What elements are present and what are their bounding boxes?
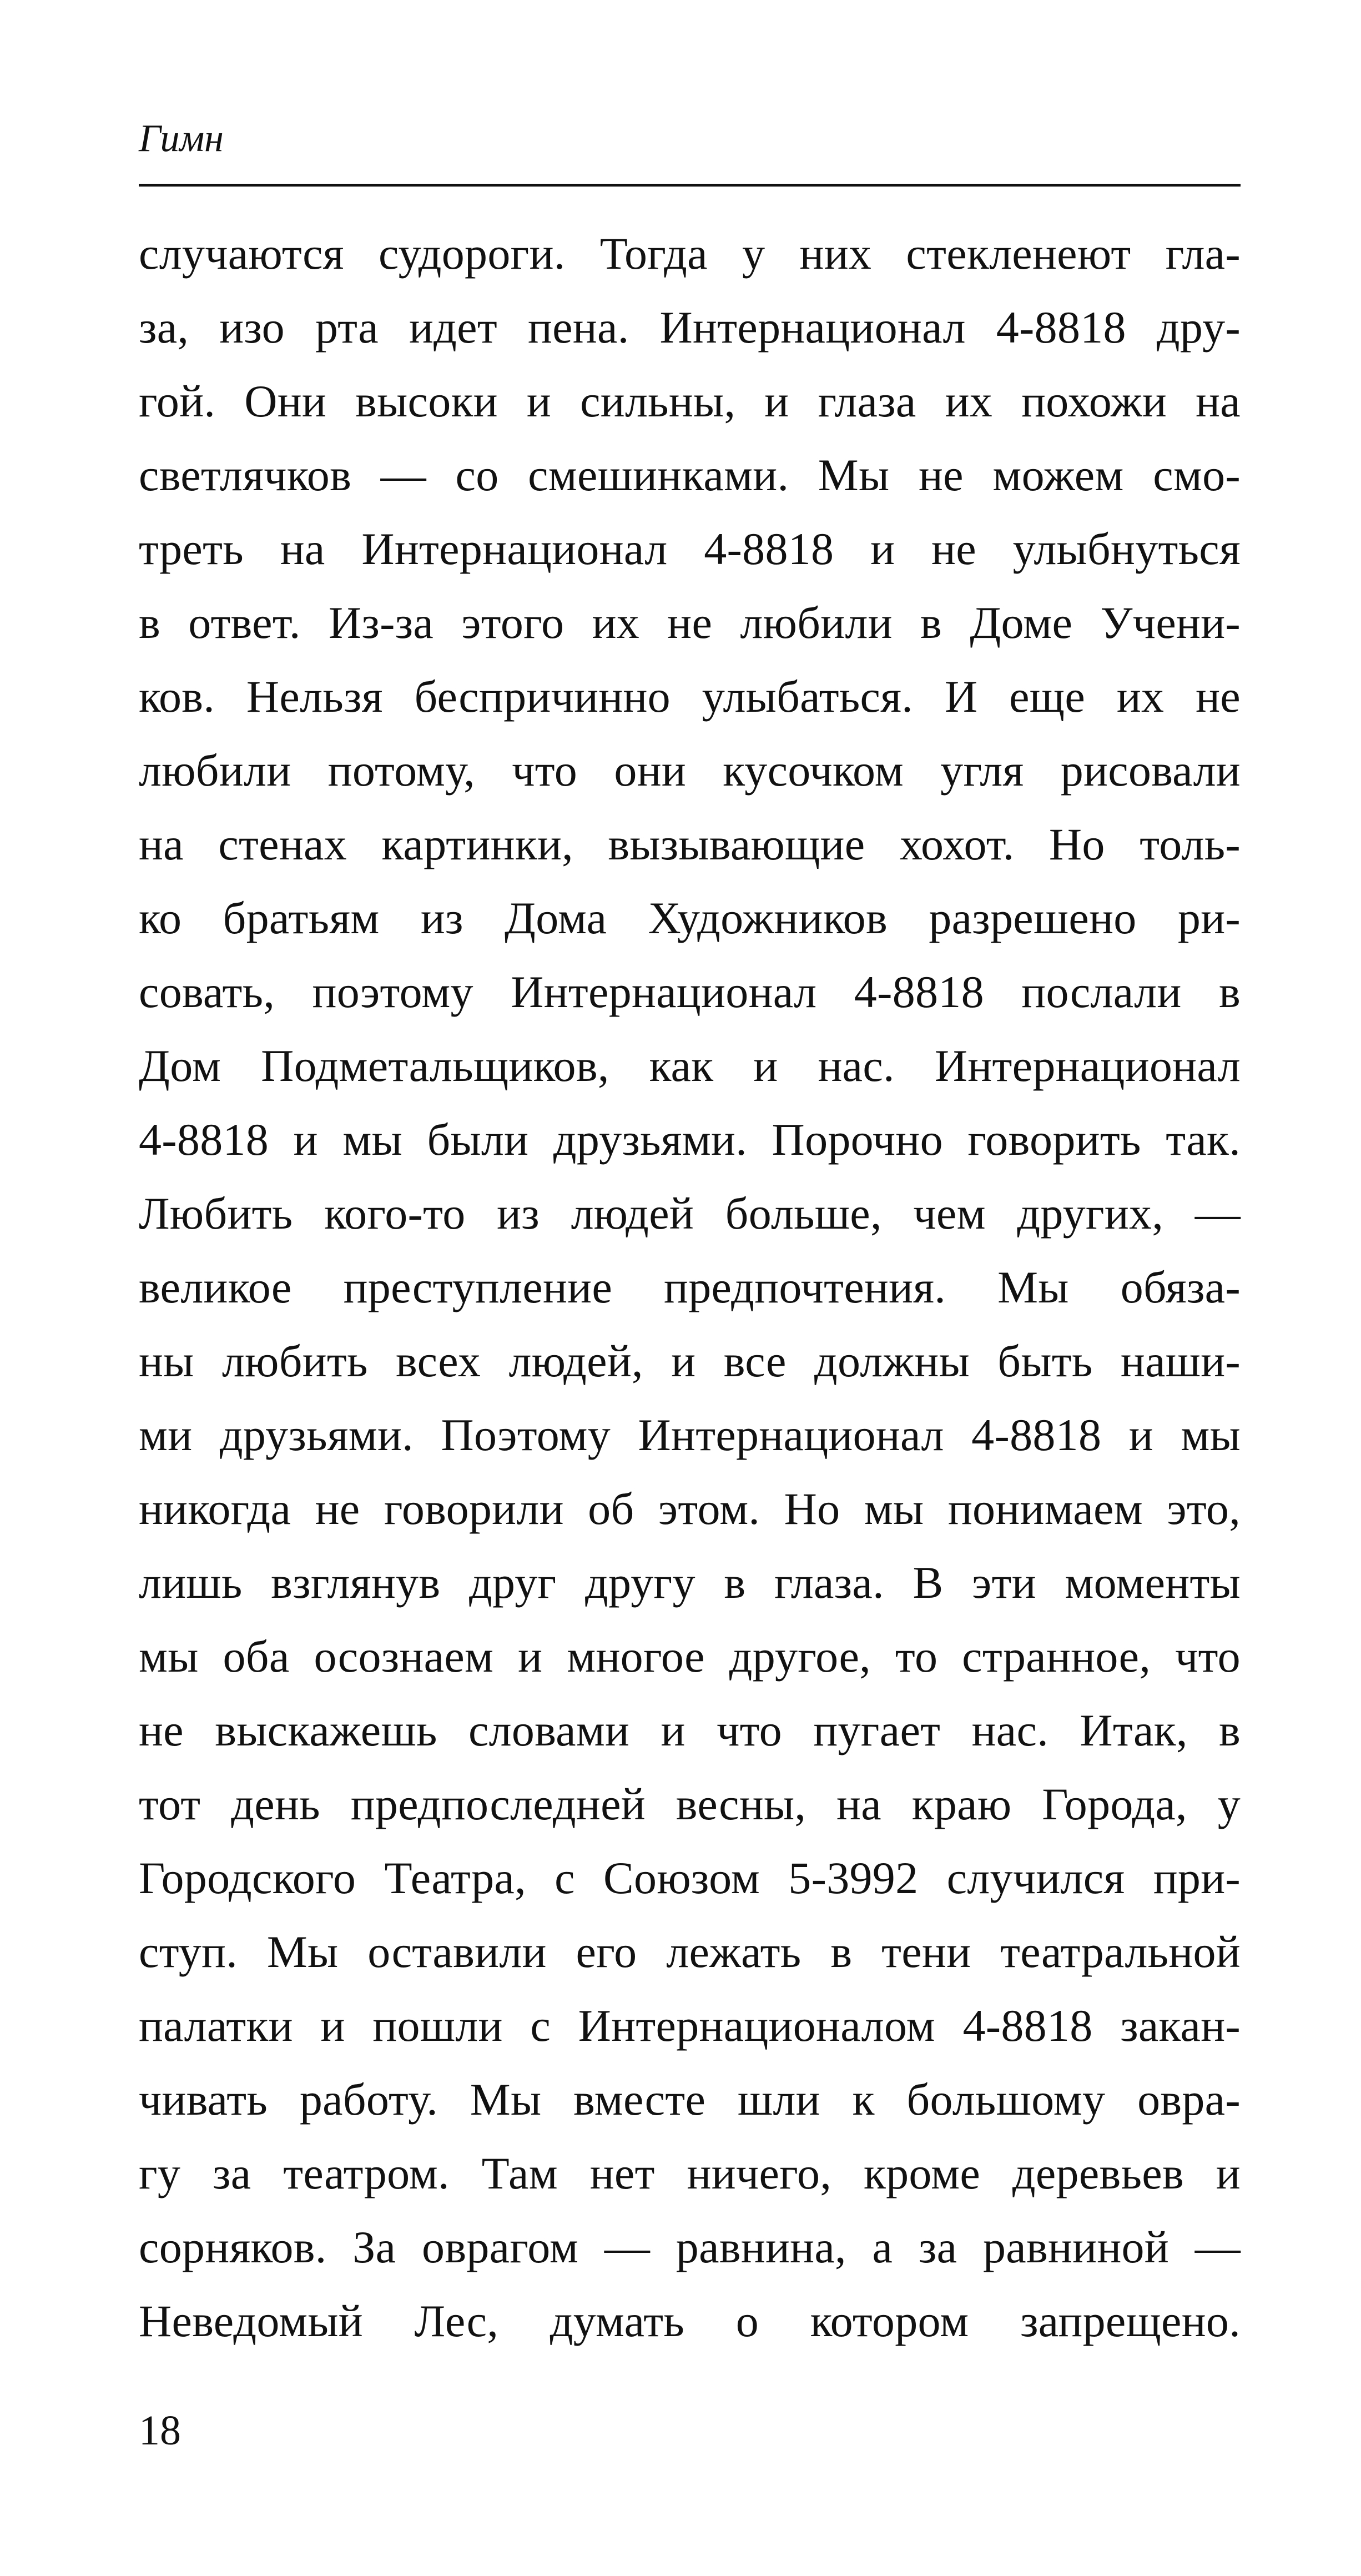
text-line: Дом Подметальщиков, как и нас. Интернационал [139, 1040, 1241, 1091]
text-line: 4-8818 и мы были друзьями. Порочно говорить так. [139, 1114, 1241, 1165]
text-line: в ответ. Из-за этого их не любили в Доме Учени- [139, 597, 1241, 648]
text-line: никогда не говорили об этом. Но мы понимаем это, [139, 1483, 1241, 1534]
text-line: мы оба осознаем и многое другое, то странное, что [139, 1631, 1241, 1682]
page-number: 18 [139, 2407, 181, 2454]
text-line: за, изо рта идет пена. Интернационал 4-8818 дру- [139, 302, 1241, 353]
text-line: треть на Интернационал 4-8818 и не улыбнуться [139, 524, 1241, 574]
text-line: ко братьям из Дома Художников разрешено ри- [139, 893, 1241, 943]
text-line: светлячков — со смешинками. Мы не можем смо- [139, 450, 1241, 500]
text-line: не выскажешь словами и что пугает нас. Итак, в [139, 1705, 1241, 1755]
text-line: совать, поэтому Интернационал 4-8818 послали в [139, 967, 1241, 1017]
text-line: гу за театром. Там нет ничего, кроме деревьев и [139, 2148, 1241, 2198]
text-line: на стенах картинки, вызывающие хохот. Но толь- [139, 819, 1241, 869]
text-line: тот день предпоследней весны, на краю Города, у [139, 1779, 1241, 1829]
text-line: ны любить всех людей, и все должны быть наши- [139, 1336, 1241, 1386]
text-line: Неведомый Лес, думать о котором запрещено. [139, 2296, 1241, 2346]
text-line: великое преступление предпочтения. Мы обяза- [139, 1262, 1241, 1312]
text-line: палатки и пошли с Интернационалом 4-8818 закан- [139, 2000, 1241, 2051]
text-line: Городского Театра, с Союзом 5-3992 случился при- [139, 1853, 1241, 1903]
text-line: гой. Они высоки и сильны, и глаза их похожи на [139, 376, 1241, 426]
text-line: любили потому, что они кусочком угля рисовали [139, 745, 1241, 796]
text-line: ми друзьями. Поэтому Интернационал 4-8818 и мы [139, 1410, 1241, 1460]
text-line: Любить кого-то из людей больше, чем других, — [139, 1188, 1241, 1239]
text-line: случаются судороги. Тогда у них стекленеют гла- [139, 228, 1241, 279]
body-text [139, 217, 1241, 2358]
header-rule [139, 184, 1241, 187]
text-line: чивать работу. Мы вместе шли к большому овра- [139, 2074, 1241, 2125]
text-line: сорняков. За оврагом — равнина, а за равниной — [139, 2222, 1241, 2272]
text-line: ступ. Мы оставили его лежать в тени театральной [139, 1926, 1241, 1977]
running-head: Гимн [139, 117, 224, 160]
text-line: лишь взглянув друг другу в глаза. В эти моменты [139, 1557, 1241, 1608]
text-line: ков. Нельзя беспричинно улыбаться. И еще их не [139, 671, 1241, 722]
